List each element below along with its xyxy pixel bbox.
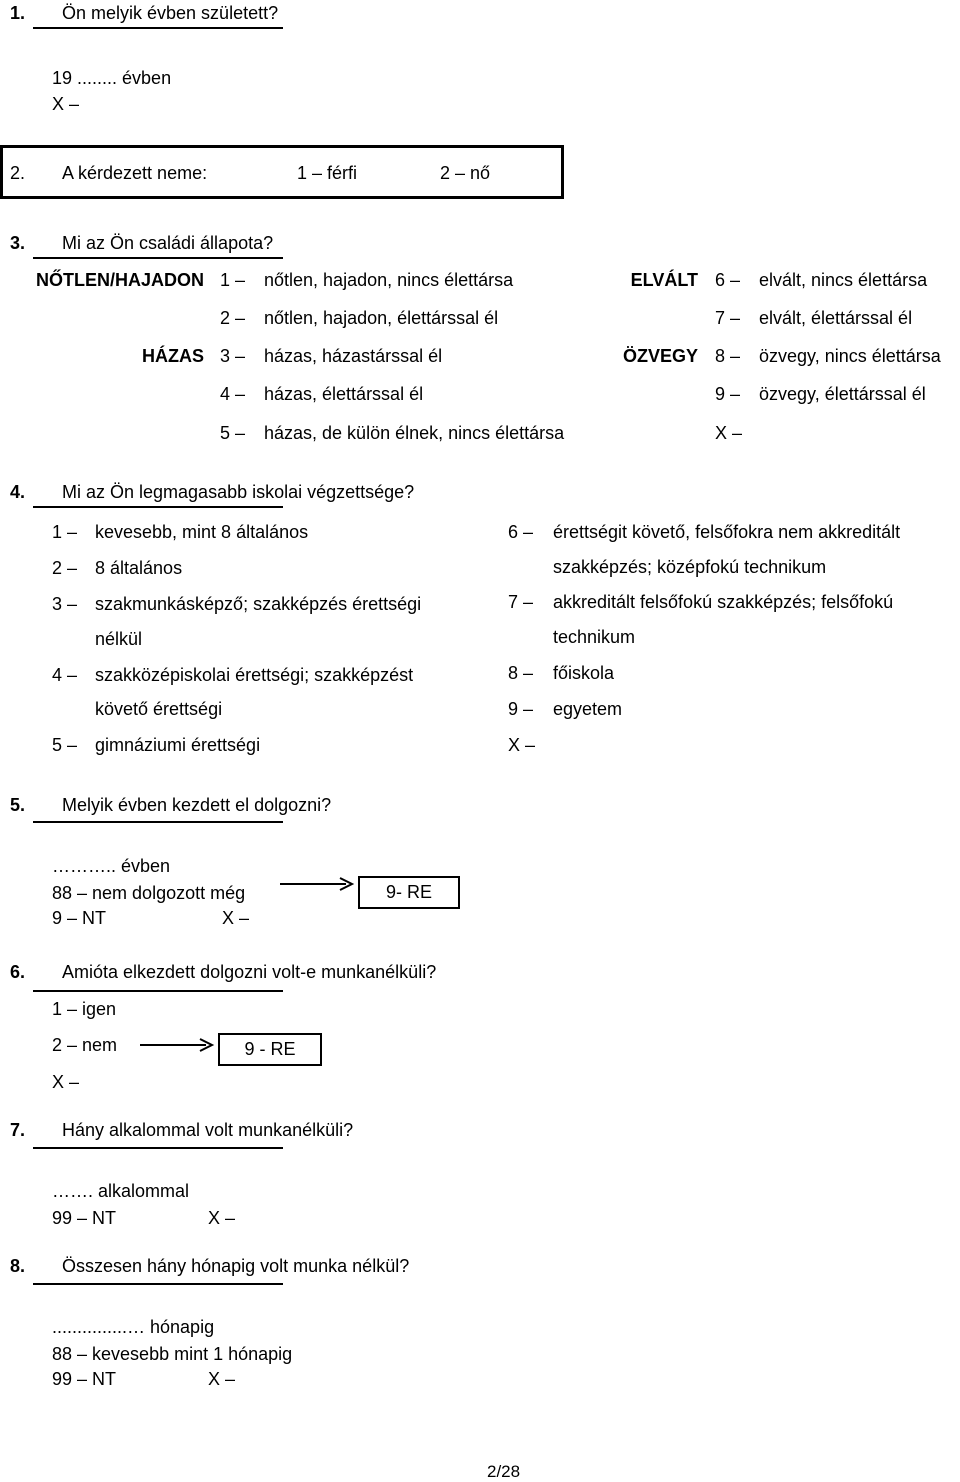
q6-text: Amióta elkezdett dolgozni volt-e munkanélküli? bbox=[62, 962, 437, 982]
q4-underline bbox=[33, 506, 283, 508]
q6-underline bbox=[33, 990, 283, 992]
q8-option-88[interactable]: 88 – kevesebb mint 1 hónapig bbox=[52, 1344, 293, 1364]
q3-option-7: elvált, élettárssal él bbox=[759, 308, 913, 328]
q6-option-no[interactable]: 2 – nem bbox=[52, 1035, 118, 1055]
q3-code-2[interactable]: 2 – bbox=[220, 308, 246, 328]
q2-number: 2. bbox=[10, 163, 26, 183]
q7-option-nt[interactable]: 99 – NT bbox=[52, 1208, 117, 1228]
q3-option-1: nőtlen, hajadon, nincs élettársa bbox=[264, 270, 514, 290]
q3-code-6[interactable]: 6 – bbox=[715, 270, 741, 290]
q4-option-5: gimnáziumi érettségi bbox=[95, 735, 261, 755]
q8-option-nt[interactable]: 99 – NT bbox=[52, 1369, 117, 1389]
q3-group-hazas: HÁZAS bbox=[142, 346, 204, 366]
q4-code-7[interactable]: 7 – bbox=[508, 592, 534, 612]
q6-option-yes[interactable]: 1 – igen bbox=[52, 999, 117, 1019]
q7-number: 7. bbox=[10, 1120, 26, 1140]
q5-text: Melyik évben kezdett el dolgozni? bbox=[62, 795, 332, 815]
q7-underline bbox=[33, 1147, 283, 1149]
q8-number: 8. bbox=[10, 1256, 26, 1276]
q1-text: Ön melyik évben született? bbox=[62, 3, 279, 23]
q3-code-4[interactable]: 4 – bbox=[220, 384, 246, 404]
q1-option-year[interactable]: 19 ........ évben bbox=[52, 68, 172, 88]
q3-option-3: házas, házastárssal él bbox=[264, 346, 443, 366]
q8-text: Összesen hány hónapig volt munka nélkül? bbox=[62, 1256, 410, 1276]
q3-underline bbox=[33, 257, 283, 259]
q4-option-7: akkreditált felsőfokú szakképzés; felsőfokú bbox=[553, 592, 894, 612]
q8-option-count[interactable]: ...............… hónapig bbox=[52, 1317, 215, 1337]
q7-option-x[interactable]: X – bbox=[208, 1208, 236, 1228]
q2-option-male[interactable]: 1 – férfi bbox=[297, 163, 358, 183]
q3-option-x[interactable]: X – bbox=[715, 423, 743, 443]
q4-code-5[interactable]: 5 – bbox=[52, 735, 78, 755]
q8-option-x[interactable]: X – bbox=[208, 1369, 236, 1389]
q4-option-6-cont: szakképzés; középfokú technikum bbox=[553, 557, 827, 577]
q3-code-7[interactable]: 7 – bbox=[715, 308, 741, 328]
q6-skip-arrow-icon bbox=[140, 1037, 220, 1053]
q1-number: 1. bbox=[10, 3, 26, 23]
q4-code-2[interactable]: 2 – bbox=[52, 558, 78, 578]
q4-number: 4. bbox=[10, 482, 26, 502]
q5-option-88[interactable]: 88 – nem dolgozott még bbox=[52, 883, 246, 903]
q3-number: 3. bbox=[10, 233, 26, 253]
q4-option-x[interactable]: X – bbox=[508, 735, 536, 755]
q6-skip-box bbox=[218, 1033, 322, 1066]
q3-code-5[interactable]: 5 – bbox=[220, 423, 246, 443]
q3-option-4: házas, élettárssal él bbox=[264, 384, 424, 404]
q5-option-nt[interactable]: 9 – NT bbox=[52, 908, 107, 928]
q4-option-9: egyetem bbox=[553, 699, 623, 719]
q3-option-8: özvegy, nincs élettársa bbox=[759, 346, 941, 366]
q3-option-2: nőtlen, hajadon, élettárssal él bbox=[264, 308, 499, 328]
q5-option-year[interactable]: ……….. évben bbox=[52, 856, 171, 876]
q5-skip-arrow-icon bbox=[280, 876, 360, 892]
q4-code-1[interactable]: 1 – bbox=[52, 522, 78, 542]
q7-option-count[interactable]: ……. alkalommal bbox=[52, 1181, 190, 1201]
q3-group-elvalt: ELVÁLT bbox=[630, 270, 698, 290]
q4-option-7-cont: technikum bbox=[553, 627, 636, 647]
q4-option-3-cont: nélkül bbox=[95, 629, 143, 649]
q3-code-8[interactable]: 8 – bbox=[715, 346, 741, 366]
q4-code-8[interactable]: 8 – bbox=[508, 663, 534, 683]
q1-option-x[interactable]: X – bbox=[52, 94, 80, 114]
q5-skip-box bbox=[358, 876, 460, 909]
q3-code-9[interactable]: 9 – bbox=[715, 384, 741, 404]
q4-code-9[interactable]: 9 – bbox=[508, 699, 534, 719]
q3-option-5: házas, de külön élnek, nincs élettársa bbox=[264, 423, 565, 443]
q4-code-4[interactable]: 4 – bbox=[52, 665, 78, 685]
q4-option-3: szakmunkásképző; szakképzés érettségi bbox=[95, 594, 422, 614]
q3-group-ozvegy: ÖZVEGY bbox=[622, 346, 698, 366]
page-number: 2/28 bbox=[487, 1462, 521, 1481]
q4-option-6: érettségit követő, felsőfokra nem akkreditált bbox=[553, 522, 901, 542]
q3-code-1[interactable]: 1 – bbox=[220, 270, 246, 290]
q4-option-1: kevesebb, mint 8 általános bbox=[95, 522, 309, 542]
q2-text: A kérdezett neme: bbox=[62, 163, 208, 183]
q4-code-6[interactable]: 6 – bbox=[508, 522, 534, 542]
q3-option-9: özvegy, élettárssal él bbox=[759, 384, 926, 404]
q4-option-2: 8 általános bbox=[95, 558, 183, 578]
q4-code-3[interactable]: 3 – bbox=[52, 594, 78, 614]
q4-option-4-cont: követő érettségi bbox=[95, 699, 223, 719]
q6-option-x[interactable]: X – bbox=[52, 1072, 80, 1092]
q6-number: 6. bbox=[10, 962, 26, 982]
q2-option-female[interactable]: 2 – nő bbox=[440, 163, 491, 183]
q4-text: Mi az Ön legmagasabb iskolai végzettsége? bbox=[62, 482, 415, 502]
q5-option-x[interactable]: X – bbox=[222, 908, 250, 928]
q5-underline bbox=[33, 821, 283, 823]
q1-underline bbox=[33, 27, 283, 29]
q7-text: Hány alkalommal volt munkanélküli? bbox=[62, 1120, 354, 1140]
q4-option-4: szakközépiskolai érettségi; szakképzést bbox=[95, 665, 414, 685]
q4-option-8: főiskola bbox=[553, 663, 615, 683]
q3-option-6: elvált, nincs élettársa bbox=[759, 270, 928, 290]
q3-text: Mi az Ön családi állapota? bbox=[62, 233, 274, 253]
q8-underline bbox=[33, 1283, 283, 1285]
q5-skip-label: 9- RE bbox=[385, 882, 432, 902]
q5-number: 5. bbox=[10, 795, 26, 815]
q3-code-3[interactable]: 3 – bbox=[220, 346, 246, 366]
q6-skip-label: 9 - RE bbox=[244, 1039, 296, 1059]
q3-group-notlen: NŐTLEN/HAJADON bbox=[35, 270, 204, 290]
